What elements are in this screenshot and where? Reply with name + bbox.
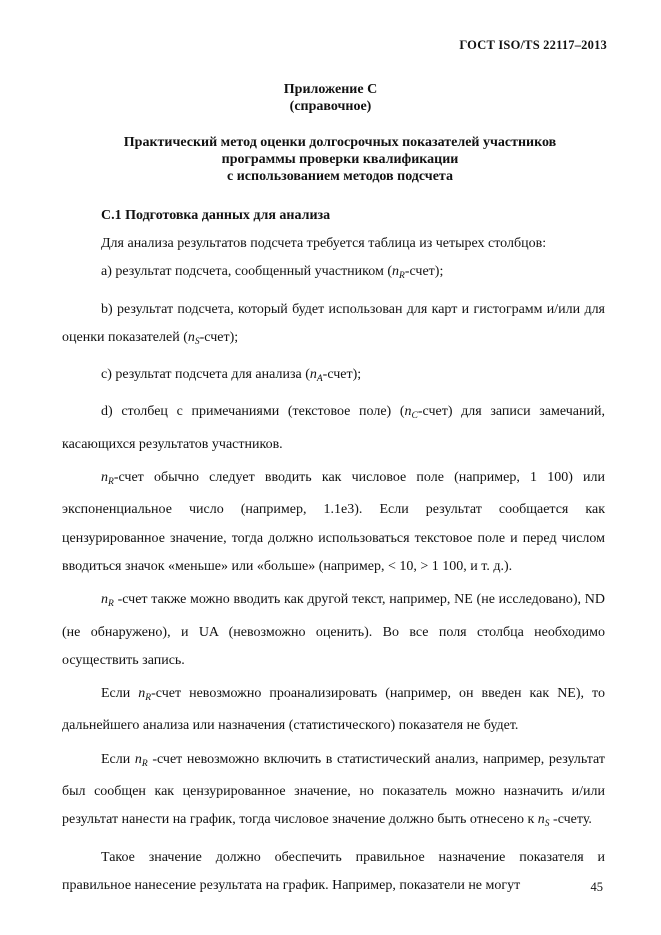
body-text	[62, 230, 605, 900]
subscript-s: S	[544, 819, 550, 830]
paragraph-text: d) столбец с примечаниями (текстовое поле) (	[101, 404, 405, 420]
variable-n: n	[404, 404, 412, 420]
document-title-line: Практический метод оценки долгосрочных показателей участников	[123, 135, 557, 150]
subscript-s: S	[194, 336, 200, 347]
paragraph-text: -счет невозможно включить в статистический анализ, например, результат был сообщен как цензурированное значение, но показатель можно назначить и/или результат нанести на график, тогда числовое значение должно быть отнесено к	[62, 751, 605, 828]
paragraph	[62, 844, 605, 901]
variable-n: n	[309, 367, 317, 383]
paragraph	[62, 258, 605, 290]
paragraph-text: -счет);	[199, 329, 239, 345]
variable-n: n	[101, 470, 108, 486]
page-number: 45	[590, 880, 603, 894]
subscript-r: R	[108, 599, 114, 610]
subscript-r: R	[108, 477, 114, 488]
variable-n: n	[187, 329, 195, 345]
subscript-a: A	[316, 374, 323, 385]
variable-n: n	[101, 592, 108, 608]
paragraph-text: -счету.	[549, 812, 592, 828]
document-title-line: программы проверки квалификации	[221, 152, 459, 167]
subscript-r: R	[145, 693, 152, 704]
paragraph-text: Для анализа результатов подсчета требуется таблица из четырех столбцов:	[101, 236, 547, 251]
annex-title: Приложение С	[283, 82, 378, 97]
paragraph-text: -счет также можно вводить как другой текст, например, NE (не исследовано), ND (не обнаружено), и UA (невозможно оценить). Во все поля столбца необходимо осуществить запись.	[62, 592, 605, 668]
paragraph-text: Такое значение должно обеспечить правильное назначение показателя и правильное нанесение результата на график. Например, показатели не могут	[62, 849, 605, 893]
paragraph-text: -счет) для записи замечаний, касающихся результатов участников.	[62, 404, 605, 452]
subscript-r: R	[141, 758, 148, 769]
paragraph-text: с) результат подсчета для анализа (	[101, 367, 310, 383]
subscript-r: R	[399, 271, 405, 282]
paragraph	[62, 680, 605, 741]
paragraph-text: а) результат подсчета, сообщенный участником (	[101, 264, 393, 280]
paragraph	[62, 464, 605, 581]
section-heading: С.1 Подготовка данных для анализа	[101, 208, 331, 223]
paragraph	[62, 586, 605, 675]
paragraph	[62, 230, 605, 258]
document-title-line: с использованием методов подсчета	[227, 169, 453, 184]
paragraph-text: -счет обычно следует вводить как числовое поле (например, 1 100) или экспоненциальное число (например, 1.1е3). Если результат сообщается как цензурированное значение, тогда должно использоваться текстовое поле и перед числом вводиться значок «меньше» или «больше» (например, < 10, > 1 100, и т. д.).	[62, 470, 605, 574]
paragraph	[62, 361, 605, 393]
variable-n: n	[392, 264, 400, 280]
paragraph	[62, 398, 605, 459]
annex-kind: (справочное)	[289, 99, 372, 114]
subscript-c: C	[411, 411, 418, 422]
paragraph	[62, 746, 605, 839]
paragraph-text: b) результат подсчета, который будет использован для карт и гистограмм и/или для оценки показателей (	[62, 301, 605, 345]
paragraph-text: -счет невозможно проанализировать (например, он введен как NE), то дальнейшего анализа или назначения (статистического) показателя не будет.	[62, 686, 605, 734]
document-code: ГОСТ ISO/TS 22117–2013	[459, 38, 607, 52]
paragraph-text: Если	[101, 686, 139, 702]
variable-n: n	[537, 812, 545, 828]
paragraph-text: -счет);	[322, 367, 362, 383]
paragraph-text: -счет);	[404, 264, 444, 280]
document-title	[60, 134, 620, 185]
variable-n: n	[134, 751, 142, 767]
variable-n: n	[138, 686, 146, 702]
paragraph-text: Если	[101, 751, 135, 767]
paragraph	[62, 296, 605, 357]
